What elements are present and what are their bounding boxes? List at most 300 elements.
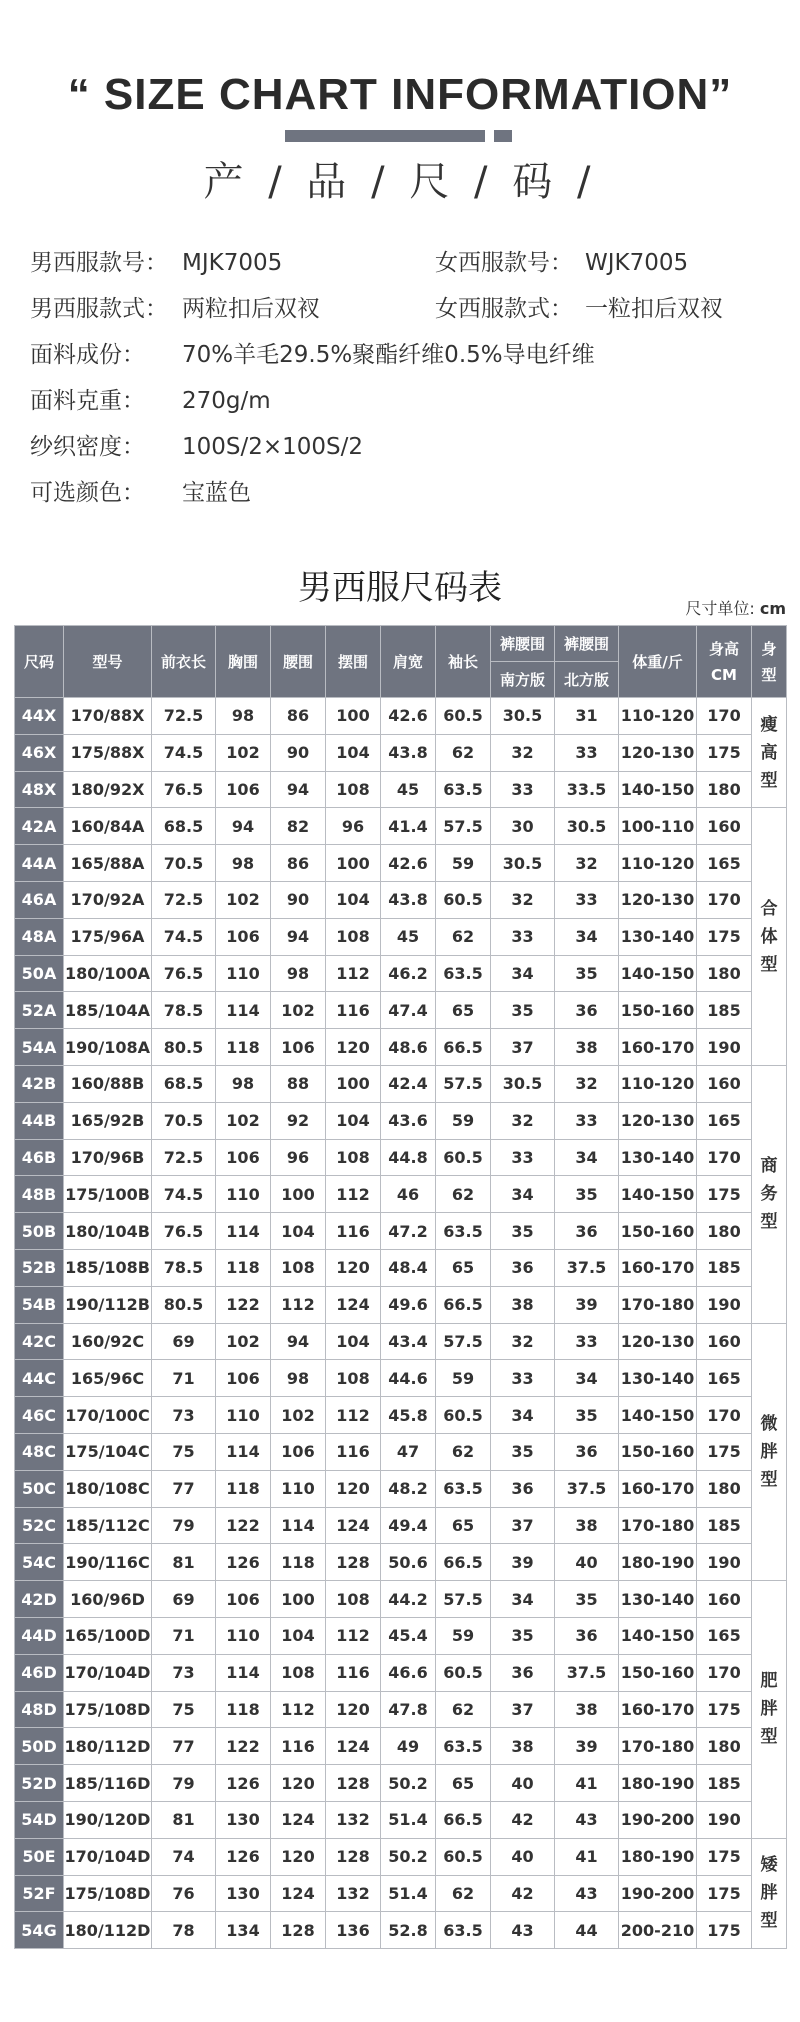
table-row [15, 1102, 787, 1139]
table-row [15, 1765, 787, 1802]
table-cell: 60.5 [436, 698, 491, 735]
table-cell: 45.4 [381, 1617, 436, 1654]
table-row [15, 1875, 787, 1912]
table-cell: 165 [697, 1617, 752, 1654]
table-cell: 40 [555, 1544, 619, 1581]
table-cell: 66.5 [436, 1544, 491, 1581]
table-cell: 104 [326, 1102, 381, 1139]
table-cell: 51.4 [381, 1801, 436, 1838]
table-cell: 190/112B [64, 1286, 152, 1323]
table-cell: 120 [326, 1029, 381, 1066]
table-cell: 100 [271, 1581, 326, 1618]
table-cell: 32 [491, 734, 555, 771]
table-cell: 170-180 [619, 1728, 697, 1765]
table-cell: 118 [216, 1249, 271, 1286]
table-cell: 46 [381, 1176, 436, 1213]
table-row [15, 1544, 787, 1581]
table-cell: 66.5 [436, 1801, 491, 1838]
table-cell: 106 [271, 1433, 326, 1470]
table-cell: 140-150 [619, 1397, 697, 1434]
table-cell: 71 [152, 1360, 216, 1397]
table-cell: 180 [697, 1213, 752, 1250]
table-row [15, 1176, 787, 1213]
table-cell: 165 [697, 1102, 752, 1139]
table-cell: 63.5 [436, 1470, 491, 1507]
table-cell: 180/112D [64, 1912, 152, 1949]
page-subtitle: 产 / 品 / 尺 / 码 / [203, 159, 597, 205]
table-cell: 170/104D [64, 1838, 152, 1875]
info-value: WJK7005 [585, 250, 689, 276]
table-cell: 38 [555, 1691, 619, 1728]
table-cell: 170 [697, 1654, 752, 1691]
table-cell: 150-160 [619, 1213, 697, 1250]
table-cell: 94 [271, 1323, 326, 1360]
col-header: 腰围 [271, 626, 326, 698]
table-cell: 96 [326, 808, 381, 845]
table-cell: 62 [436, 1176, 491, 1213]
table-cell: 66.5 [436, 1286, 491, 1323]
table-cell: 175 [697, 734, 752, 771]
table-cell: 34 [491, 1581, 555, 1618]
table-cell: 35 [491, 992, 555, 1029]
table-cell: 39 [491, 1544, 555, 1581]
col-subheader: 南方版 [491, 662, 555, 698]
size-code-cell: 50D [15, 1728, 64, 1765]
table-cell: 94 [271, 771, 326, 808]
table-cell: 30.5 [555, 808, 619, 845]
table-cell: 112 [326, 1176, 381, 1213]
info-key: 男西服款号： [30, 250, 168, 276]
table-cell: 48.2 [381, 1470, 436, 1507]
table-cell: 34 [555, 918, 619, 955]
table-cell: 134 [216, 1912, 271, 1949]
table-cell: 41 [555, 1838, 619, 1875]
table-cell: 165/96C [64, 1360, 152, 1397]
table-cell: 47 [381, 1433, 436, 1470]
table-cell: 200-210 [619, 1912, 697, 1949]
table-cell: 86 [271, 698, 326, 735]
size-code-cell: 54D [15, 1801, 64, 1838]
table-title: 男西服尺码表 [298, 568, 502, 608]
table-cell: 190 [697, 1544, 752, 1581]
size-code-cell: 52B [15, 1249, 64, 1286]
table-body [15, 698, 787, 1949]
table-cell: 185 [697, 992, 752, 1029]
col-header: 摆围 [326, 626, 381, 698]
info-row [30, 378, 790, 424]
table-cell: 59 [436, 1617, 491, 1654]
table-cell: 98 [271, 1360, 326, 1397]
table-cell: 33 [491, 771, 555, 808]
table-cell: 77 [152, 1728, 216, 1765]
table-cell: 60.5 [436, 1654, 491, 1691]
table-cell: 180/92X [64, 771, 152, 808]
table-cell: 42.4 [381, 1065, 436, 1102]
table-cell: 33 [491, 1360, 555, 1397]
table-cell: 180 [697, 1470, 752, 1507]
table-cell: 50.2 [381, 1838, 436, 1875]
table-cell: 100 [271, 1176, 326, 1213]
info-row [30, 470, 790, 516]
size-code-cell: 48A [15, 918, 64, 955]
table-cell: 108 [326, 1581, 381, 1618]
table-cell: 33 [491, 918, 555, 955]
size-code-cell: 52D [15, 1765, 64, 1802]
table-cell: 30 [491, 808, 555, 845]
table-row [15, 1912, 787, 1949]
size-code-cell: 54G [15, 1912, 64, 1949]
info-key: 面料克重： [30, 388, 145, 414]
table-cell: 32 [491, 1323, 555, 1360]
table-cell: 185 [697, 1249, 752, 1286]
table-cell: 180-190 [619, 1765, 697, 1802]
table-cell: 116 [326, 992, 381, 1029]
table-cell: 140-150 [619, 955, 697, 992]
size-code-cell: 52A [15, 992, 64, 1029]
table-cell: 44.6 [381, 1360, 436, 1397]
table-cell: 62 [436, 1433, 491, 1470]
table-cell: 50.2 [381, 1765, 436, 1802]
table-cell: 100 [326, 698, 381, 735]
table-cell: 43.6 [381, 1102, 436, 1139]
table-cell: 35 [491, 1213, 555, 1250]
table-cell: 80.5 [152, 1286, 216, 1323]
table-cell: 116 [271, 1728, 326, 1765]
table-cell: 86 [271, 845, 326, 882]
table-row [15, 698, 787, 735]
size-code-cell: 48X [15, 771, 64, 808]
table-cell: 70.5 [152, 1102, 216, 1139]
table-cell: 180/112D [64, 1728, 152, 1765]
table-cell: 98 [216, 1065, 271, 1102]
table-row [15, 1065, 787, 1102]
table-cell: 190/116C [64, 1544, 152, 1581]
col-header: 袖长 [436, 626, 491, 698]
table-cell: 77 [152, 1470, 216, 1507]
table-cell: 106 [216, 1139, 271, 1176]
table-cell: 116 [326, 1654, 381, 1691]
table-cell: 78 [152, 1912, 216, 1949]
table-cell: 110 [216, 1617, 271, 1654]
table-cell: 180/104B [64, 1213, 152, 1250]
title-underline-bar [285, 130, 485, 142]
table-cell: 49.4 [381, 1507, 436, 1544]
table-cell: 35 [555, 1397, 619, 1434]
table-cell: 31 [555, 698, 619, 735]
table-cell: 118 [216, 1029, 271, 1066]
table-cell: 110 [271, 1470, 326, 1507]
table-cell: 33.5 [555, 771, 619, 808]
table-cell: 100 [326, 845, 381, 882]
table-cell: 120 [326, 1691, 381, 1728]
table-cell: 124 [271, 1875, 326, 1912]
table-cell: 102 [216, 1102, 271, 1139]
fit-type-char: 型 [760, 770, 778, 791]
table-cell: 37.5 [555, 1654, 619, 1691]
fit-type-char: 型 [760, 1727, 778, 1748]
table-cell: 47.8 [381, 1691, 436, 1728]
table-cell: 108 [271, 1654, 326, 1691]
table-cell: 68.5 [152, 1065, 216, 1102]
table-cell: 108 [271, 1249, 326, 1286]
table-cell: 110 [216, 1397, 271, 1434]
table-cell: 63.5 [436, 1728, 491, 1765]
table-cell: 90 [271, 734, 326, 771]
table-cell: 160-170 [619, 1029, 697, 1066]
table-cell: 72.5 [152, 1139, 216, 1176]
table-cell: 110-120 [619, 1065, 697, 1102]
table-cell: 39 [555, 1286, 619, 1323]
table-cell: 185 [697, 1507, 752, 1544]
table-cell: 112 [326, 955, 381, 992]
table-cell: 165 [697, 1360, 752, 1397]
table-cell: 124 [326, 1728, 381, 1765]
table-row [15, 992, 787, 1029]
table-cell: 59 [436, 1102, 491, 1139]
info-value: 270g/m [182, 388, 271, 414]
table-cell: 190/120D [64, 1801, 152, 1838]
table-row [15, 1617, 787, 1654]
table-cell: 73 [152, 1397, 216, 1434]
size-code-cell: 46A [15, 881, 64, 918]
table-cell: 92 [271, 1102, 326, 1139]
table-cell: 37 [491, 1691, 555, 1728]
table-cell: 122 [216, 1507, 271, 1544]
table-cell: 32 [555, 1065, 619, 1102]
table-cell: 124 [271, 1801, 326, 1838]
table-cell: 59 [436, 1360, 491, 1397]
table-cell: 120 [326, 1470, 381, 1507]
table-cell: 33 [555, 734, 619, 771]
table-cell: 62 [436, 1875, 491, 1912]
col-header [752, 626, 787, 698]
table-cell: 120-130 [619, 1323, 697, 1360]
col-header: 裤腰围 [491, 626, 555, 662]
table-cell: 120 [271, 1765, 326, 1802]
table-cell: 116 [326, 1213, 381, 1250]
table-cell: 170 [697, 698, 752, 735]
unit-value: cm [759, 599, 786, 618]
table-row [15, 955, 787, 992]
table-cell: 110-120 [619, 845, 697, 882]
table-cell: 150-160 [619, 992, 697, 1029]
table-cell: 180/100A [64, 955, 152, 992]
table-cell: 49 [381, 1728, 436, 1765]
table-cell: 175 [697, 1433, 752, 1470]
col-header: 前衣长 [152, 626, 216, 698]
table-cell: 94 [216, 808, 271, 845]
table-row [15, 1029, 787, 1066]
fit-type-char: 矮 [760, 1855, 778, 1876]
table-cell: 128 [326, 1544, 381, 1581]
table-cell: 57.5 [436, 1323, 491, 1360]
table-cell: 126 [216, 1544, 271, 1581]
table-cell: 114 [216, 1433, 271, 1470]
table-cell: 175 [697, 918, 752, 955]
table-row [15, 918, 787, 955]
table-cell: 175 [697, 1838, 752, 1875]
table-row [15, 771, 787, 808]
table-cell: 65 [436, 1249, 491, 1286]
table-cell: 140-150 [619, 771, 697, 808]
table-cell: 52.8 [381, 1912, 436, 1949]
table-cell: 48.6 [381, 1029, 436, 1066]
fit-type-char: 体 [760, 926, 778, 947]
table-cell: 62 [436, 734, 491, 771]
info-key: 面料成份： [30, 342, 145, 368]
fit-type-cell [752, 808, 787, 1066]
table-cell: 175/104C [64, 1433, 152, 1470]
table-cell: 60.5 [436, 1838, 491, 1875]
table-cell: 160 [697, 1065, 752, 1102]
size-code-cell: 46B [15, 1139, 64, 1176]
table-cell: 170 [697, 1139, 752, 1176]
fit-type-char: 型 [760, 954, 778, 975]
table-cell: 175/88X [64, 734, 152, 771]
table-cell: 40 [491, 1838, 555, 1875]
table-cell: 82 [271, 808, 326, 845]
table-cell: 33 [491, 1139, 555, 1176]
table-cell: 150-160 [619, 1433, 697, 1470]
table-cell: 175/100B [64, 1176, 152, 1213]
table-cell: 175/108D [64, 1875, 152, 1912]
table-cell: 45.8 [381, 1397, 436, 1434]
table-cell: 108 [326, 1360, 381, 1397]
fit-type-char: 型 [760, 1911, 778, 1932]
info-value: 两粒扣后双衩 [182, 296, 320, 322]
table-cell: 180-190 [619, 1838, 697, 1875]
table-row [15, 1397, 787, 1434]
table-cell: 90 [271, 881, 326, 918]
table-cell: 128 [271, 1912, 326, 1949]
table-cell: 75 [152, 1433, 216, 1470]
table-cell: 78.5 [152, 992, 216, 1029]
table-cell: 190-200 [619, 1801, 697, 1838]
table-cell: 180/108C [64, 1470, 152, 1507]
size-code-cell: 50A [15, 955, 64, 992]
table-cell: 140-150 [619, 1617, 697, 1654]
table-cell: 150-160 [619, 1654, 697, 1691]
info-key: 可选颜色： [30, 480, 145, 506]
table-cell: 126 [216, 1838, 271, 1875]
table-cell: 72.5 [152, 881, 216, 918]
table-cell: 76 [152, 1875, 216, 1912]
table-cell: 175 [697, 1691, 752, 1728]
table-cell: 43.8 [381, 881, 436, 918]
info-row [30, 240, 790, 286]
table-cell: 170/100C [64, 1397, 152, 1434]
table-cell: 102 [216, 734, 271, 771]
table-cell: 110-120 [619, 698, 697, 735]
table-cell: 36 [555, 1617, 619, 1654]
table-row [15, 1470, 787, 1507]
table-cell: 81 [152, 1544, 216, 1581]
col-header: 肩宽 [381, 626, 436, 698]
table-cell: 108 [326, 771, 381, 808]
table-cell: 170/92A [64, 881, 152, 918]
table-cell: 63.5 [436, 1912, 491, 1949]
table-cell: 98 [216, 698, 271, 735]
table-cell: 170/88X [64, 698, 152, 735]
table-cell: 96 [271, 1139, 326, 1176]
size-code-cell: 54B [15, 1286, 64, 1323]
table-cell: 98 [216, 845, 271, 882]
fit-type-cell [752, 1323, 787, 1581]
info-row [30, 424, 790, 470]
table-cell: 98 [271, 955, 326, 992]
fit-type-cell [752, 1581, 787, 1839]
table-cell: 34 [491, 1397, 555, 1434]
fit-type-char: 型 [760, 1469, 778, 1490]
table-cell: 76.5 [152, 771, 216, 808]
table-cell: 104 [271, 1617, 326, 1654]
table-cell: 118 [271, 1544, 326, 1581]
fit-type-char: 微 [760, 1413, 778, 1434]
table-cell: 41.4 [381, 808, 436, 845]
table-cell: 34 [491, 1176, 555, 1213]
fit-type-char: 务 [760, 1184, 778, 1205]
unit-label: 尺寸单位: [685, 599, 755, 618]
table-cell: 74.5 [152, 1176, 216, 1213]
size-code-cell: 54A [15, 1029, 64, 1066]
table-cell: 132 [326, 1875, 381, 1912]
table-cell: 71 [152, 1617, 216, 1654]
table-cell: 110 [216, 1176, 271, 1213]
fit-type-char: 高 [760, 742, 778, 763]
table-cell: 69 [152, 1323, 216, 1360]
table-row [15, 1249, 787, 1286]
table-cell: 160 [697, 808, 752, 845]
table-cell: 106 [271, 1029, 326, 1066]
table-cell: 70.5 [152, 845, 216, 882]
table-cell: 160-170 [619, 1470, 697, 1507]
table-cell: 80.5 [152, 1029, 216, 1066]
table-cell: 36 [555, 1433, 619, 1470]
table-cell: 34 [555, 1360, 619, 1397]
table-cell: 118 [216, 1470, 271, 1507]
table-cell: 43.8 [381, 734, 436, 771]
table-cell: 38 [491, 1286, 555, 1323]
table-row [15, 1323, 787, 1360]
table-cell: 160/96D [64, 1581, 152, 1618]
table-cell: 190 [697, 1801, 752, 1838]
table-cell: 130-140 [619, 1139, 697, 1176]
title-underline-accent [494, 130, 512, 142]
table-cell: 120 [326, 1249, 381, 1286]
table-cell: 42.6 [381, 698, 436, 735]
table-cell: 65 [436, 1765, 491, 1802]
fit-type-char: 胖 [760, 1883, 778, 1904]
size-code-cell: 52F [15, 1875, 64, 1912]
table-cell: 49.6 [381, 1286, 436, 1323]
table-cell: 124 [326, 1286, 381, 1323]
table-cell: 45 [381, 918, 436, 955]
table-cell: 170-180 [619, 1507, 697, 1544]
table-cell: 88 [271, 1065, 326, 1102]
size-code-cell: 42C [15, 1323, 64, 1360]
size-code-cell: 48C [15, 1433, 64, 1470]
table-row [15, 1286, 787, 1323]
table-cell: 74.5 [152, 734, 216, 771]
table-row [15, 1360, 787, 1397]
table-cell: 78.5 [152, 1249, 216, 1286]
table-cell: 130-140 [619, 918, 697, 955]
col-header: 型号 [64, 626, 152, 698]
size-code-cell: 42B [15, 1065, 64, 1102]
table-cell: 112 [326, 1397, 381, 1434]
size-code-cell: 46D [15, 1654, 64, 1691]
size-code-cell: 46C [15, 1397, 64, 1434]
